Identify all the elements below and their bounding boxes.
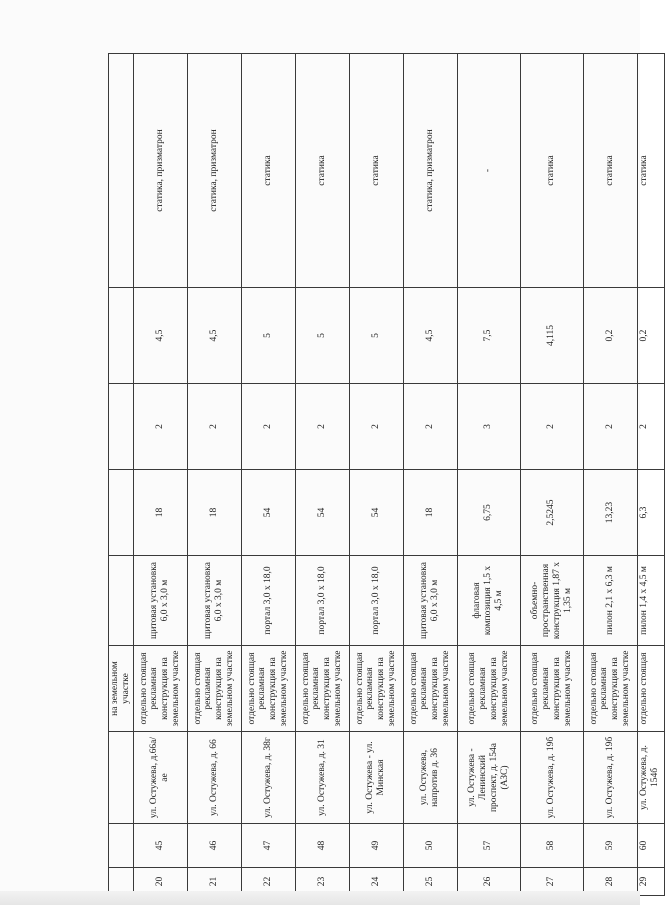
cell-structure-id: 45	[133, 824, 187, 868]
cell-row-number: 24	[349, 868, 403, 896]
cell-area: 54	[295, 470, 349, 556]
cell-row-number: 27	[520, 868, 583, 896]
cell-structure-id: 58	[520, 824, 583, 868]
cell-address: ул. Остужева, д. 154б	[637, 732, 664, 824]
cell-address: ул. Остужева - Ленинский проспект, д. 154а (АЗС)	[457, 732, 520, 824]
cell-row-number: 23	[295, 868, 349, 896]
cell-display-type: статика, призматрон	[187, 54, 241, 288]
table-body	[109, 54, 665, 896]
cell-empty	[109, 384, 134, 470]
cell-display-type: статика	[241, 54, 295, 288]
cell-row-number: 28	[583, 868, 637, 896]
cell-format: щитовая установка 6,0 х 3,0 м	[133, 556, 187, 646]
cell-structure-kind: отдельно стоящая рекламная конструкция на земельном участке	[583, 646, 637, 732]
advertising-structures-table	[108, 53, 665, 896]
cell-address: ул. Остужева, д. 19б	[583, 732, 637, 824]
cell-area: 2,5245	[520, 470, 583, 556]
table-row	[295, 54, 349, 896]
cell-area: 18	[403, 470, 457, 556]
cell-address: ул. Остужева, д. 31	[295, 732, 349, 824]
cell-structure-kind: отдельно стоящая рекламная конструкция на земельном участке	[187, 646, 241, 732]
cell-structure-id: 47	[241, 824, 295, 868]
cell-format: портал 3,0 х 18,0	[295, 556, 349, 646]
cell-structure-id: 59	[583, 824, 637, 868]
cell-size: 5	[295, 288, 349, 384]
cell-format: портал 3,0 х 18,0	[241, 556, 295, 646]
cell-area: 18	[187, 470, 241, 556]
cell-size: 4,5	[187, 288, 241, 384]
cell-sides: 2	[349, 384, 403, 470]
cell-display-type: статика	[349, 54, 403, 288]
rotated-table-container	[108, 54, 660, 896]
cell-sides: 2	[241, 384, 295, 470]
cell-format: щитовая установка 6,0 х 3,0 м	[403, 556, 457, 646]
cell-address: ул. Остужева, д. 66	[187, 732, 241, 824]
cell-area: 6,3	[637, 470, 664, 556]
cell-format: флаговая композиция 1,5 х 4,5 м	[457, 556, 520, 646]
cell-size: 0,2	[583, 288, 637, 384]
table-row	[187, 54, 241, 896]
cell-address: ул. Остужева, д.66а/ае	[133, 732, 187, 824]
cell-empty	[109, 288, 134, 384]
cell-structure-id: 49	[349, 824, 403, 868]
cell-empty	[109, 824, 134, 868]
cell-row-number: 29	[637, 868, 664, 896]
cell-address: ул. Остужева - ул. Минская	[349, 732, 403, 824]
cell-sides: 2	[637, 384, 664, 470]
cell-structure-kind: отдельно стоящая	[637, 646, 664, 732]
cell-sides: 3	[457, 384, 520, 470]
cell-size: 4,5	[133, 288, 187, 384]
scan-bottom-edge	[0, 891, 640, 905]
cell-row-number: 22	[241, 868, 295, 896]
cell-display-type: статика	[637, 54, 664, 288]
table-row	[520, 54, 583, 896]
table-row	[241, 54, 295, 896]
cell-display-type: статика	[295, 54, 349, 288]
cell-row-number: 20	[133, 868, 187, 896]
table-row-continuation	[109, 54, 134, 896]
cell-row-number: 25	[403, 868, 457, 896]
cell-display-type: -	[457, 54, 520, 288]
cell-structure-kind: отдельно стоящая рекламная конструкция на земельном участке	[520, 646, 583, 732]
cell-row-number: 21	[187, 868, 241, 896]
cell-display-type: статика	[520, 54, 583, 288]
table-row	[637, 54, 664, 896]
cell-display-type: статика	[583, 54, 637, 288]
cell-size: 4,115	[520, 288, 583, 384]
cell-area: 54	[241, 470, 295, 556]
cell-format: объемно-пространственная конструкция 1,87 х 1,35 м	[520, 556, 583, 646]
cell-area: 6,75	[457, 470, 520, 556]
cell-empty	[109, 54, 134, 288]
cell-format: пилон 2,1 х 6,3 м	[583, 556, 637, 646]
cell-address: ул. Остужева, д. 38г	[241, 732, 295, 824]
cell-format: щитовая установка 6,0 х 3,0 м	[187, 556, 241, 646]
cell-sides: 2	[583, 384, 637, 470]
cell-structure-kind: отдельно стоящая рекламная конструкция на земельном участке	[457, 646, 520, 732]
table-row	[457, 54, 520, 896]
table-row	[403, 54, 457, 896]
cell-structure-id: 60	[637, 824, 664, 868]
table-row	[583, 54, 637, 896]
cell-sides: 2	[295, 384, 349, 470]
cell-sides: 2	[403, 384, 457, 470]
cell-placement-continuation: на земельном участке	[109, 646, 134, 732]
cell-size: 5	[349, 288, 403, 384]
cell-format: портал 3,0 х 18,0	[349, 556, 403, 646]
cell-size: 0,2	[637, 288, 664, 384]
cell-sides: 2	[133, 384, 187, 470]
cell-area: 13,23	[583, 470, 637, 556]
cell-empty	[109, 470, 134, 556]
cell-size: 7,5	[457, 288, 520, 384]
cell-size: 4,5	[403, 288, 457, 384]
cell-structure-kind: отдельно стоящая рекламная конструкция на земельном участке	[295, 646, 349, 732]
cell-row-number: 26	[457, 868, 520, 896]
table-row	[133, 54, 187, 896]
cell-sides: 2	[520, 384, 583, 470]
table-row	[349, 54, 403, 896]
cell-sides: 2	[187, 384, 241, 470]
cell-size: 5	[241, 288, 295, 384]
cell-structure-kind: отдельно стоящая рекламная конструкция на земельном участке	[133, 646, 187, 732]
cell-address: ул. Остужева, д. 19б	[520, 732, 583, 824]
cell-structure-kind: отдельно стоящая рекламная конструкция на земельном участке	[403, 646, 457, 732]
cell-format: пилон 1,4 х 4,5 м	[637, 556, 664, 646]
cell-structure-kind: отдельно стоящая рекламная конструкция на земельном участке	[349, 646, 403, 732]
cell-area: 54	[349, 470, 403, 556]
cell-display-type: статика, призматрон	[133, 54, 187, 288]
cell-structure-id: 46	[187, 824, 241, 868]
cell-empty	[109, 556, 134, 646]
cell-structure-id: 57	[457, 824, 520, 868]
cell-area: 18	[133, 470, 187, 556]
cell-address: ул. Остужева, напротив д. 36	[403, 732, 457, 824]
cell-display-type: статика, призматрон	[403, 54, 457, 288]
cell-empty	[109, 732, 134, 824]
cell-structure-id: 48	[295, 824, 349, 868]
cell-structure-id: 50	[403, 824, 457, 868]
cell-structure-kind: отдельно стоящая рекламная конструкция на земельном участке	[241, 646, 295, 732]
